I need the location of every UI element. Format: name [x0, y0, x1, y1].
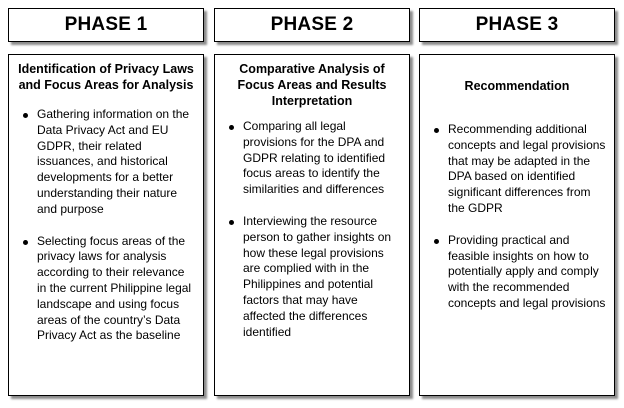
list-item: Recommending additional concepts and legal provisions that may be adapted in the DPA based on identified significant differences from the GDPR	[428, 122, 606, 217]
phase-3-header: PHASE 3	[419, 8, 615, 42]
phase-2-title: Comparative Analysis of Focus Areas and Results Interpretation	[237, 62, 387, 108]
phase-1-header: PHASE 1	[8, 8, 204, 42]
list-item: Selecting focus areas of the privacy laws for analysis according to their relevance in the current Philippine legal landscape and using focus areas of the country’s Data Privacy Act as the baseline	[17, 234, 195, 345]
list-item: Gathering information on the Data Privacy Act and EU GDPR, their related issuances, and historical developments for a better understanding their nature and purpose	[17, 107, 195, 218]
phase-1-title: Identification of Privacy Laws and Focus Areas for Analysis	[18, 62, 194, 92]
list-item: Interviewing the resource person to gather insights on how these legal provisions are complied with in the Philippines and potential factors that may have affected the differences identified	[223, 214, 401, 340]
list-item: Comparing all legal provisions for the DPA and GDPR relating to identified focus areas to identify the similarities and differences	[223, 119, 401, 198]
phase-2-list	[223, 119, 401, 340]
phase-1-list	[17, 107, 195, 344]
list-item: Providing practical and feasible insights on how to potentially apply and comply with the recommended concepts and legal provisions	[428, 233, 606, 312]
phase-1-box	[8, 54, 204, 396]
phase-3-list	[428, 122, 606, 312]
phase-3-box	[419, 54, 615, 396]
phase-2-header: PHASE 2	[214, 8, 410, 42]
phase-2-box	[214, 54, 410, 396]
phase-3-title: Recommendation	[464, 79, 570, 93]
